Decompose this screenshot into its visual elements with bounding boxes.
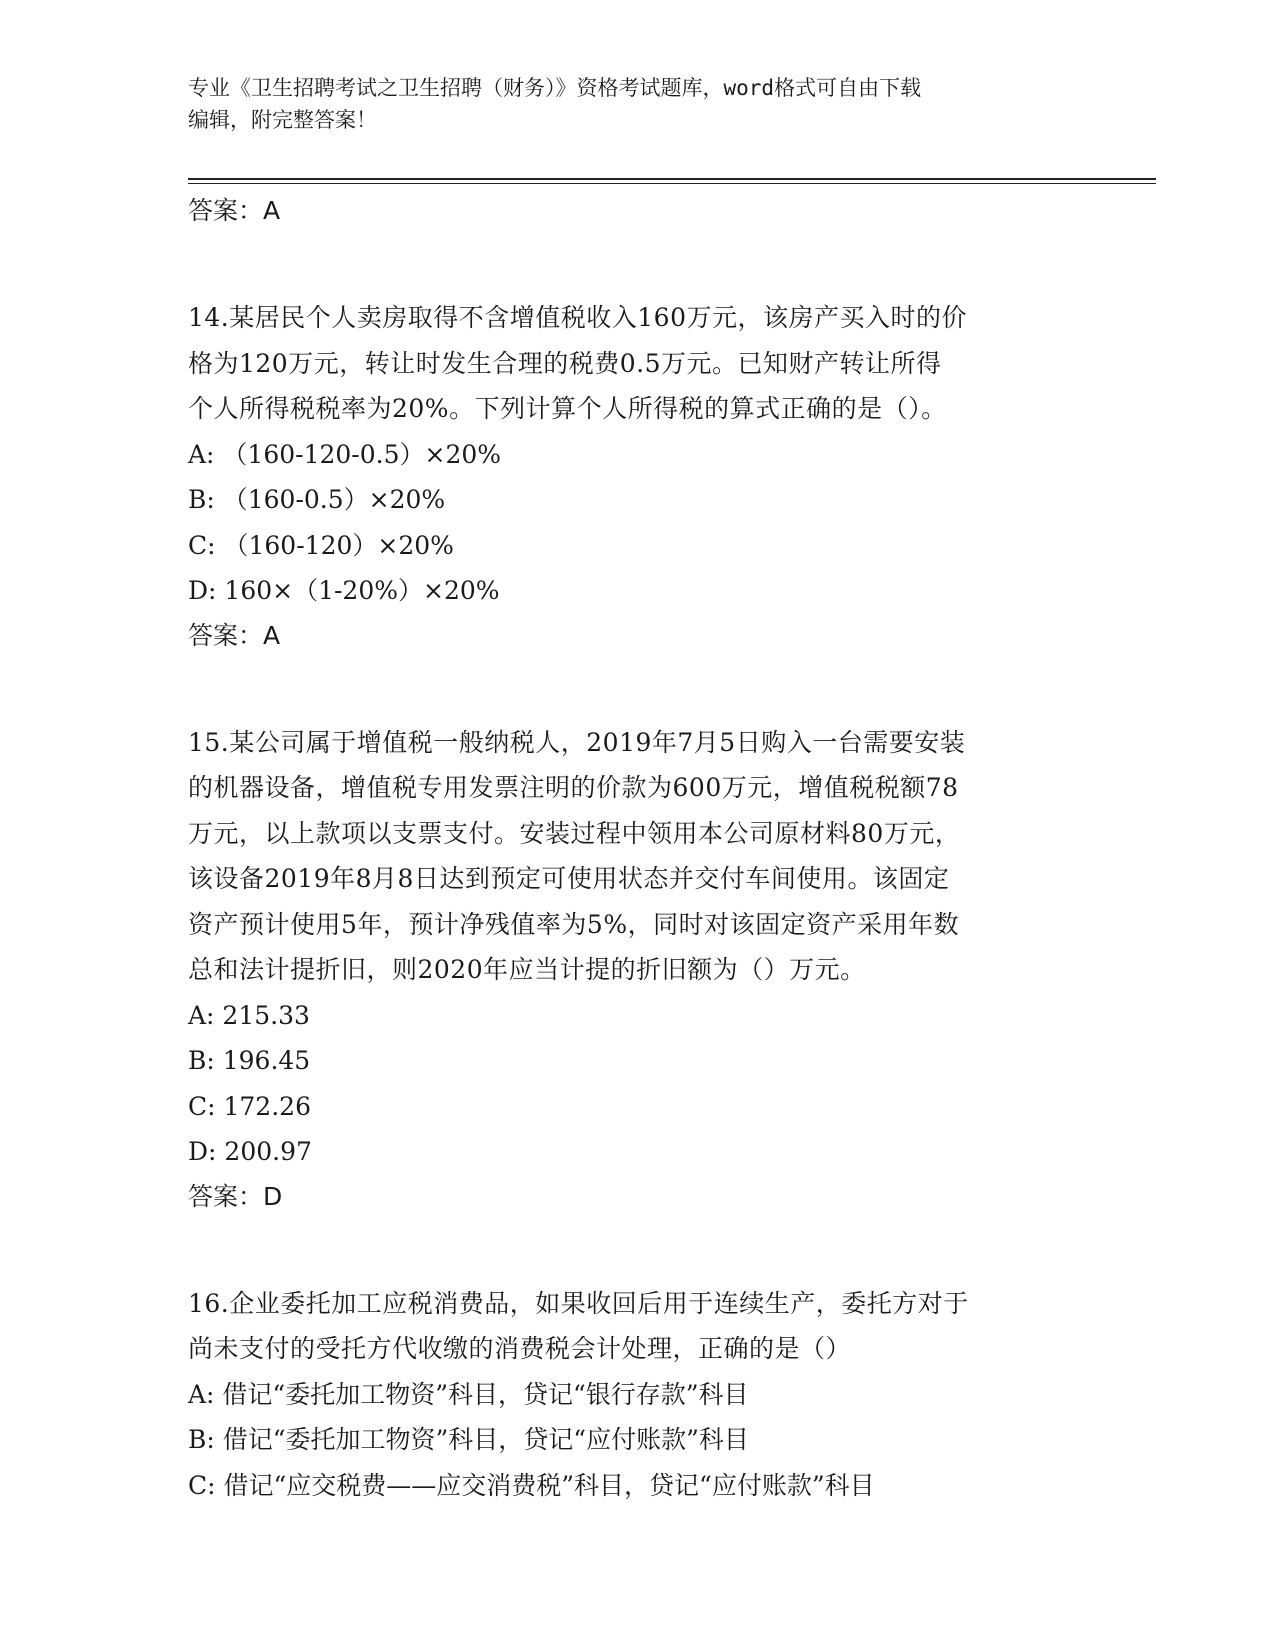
option-d: D: 200.97 xyxy=(188,1137,312,1166)
option-b: B: （160-0.5）×20% xyxy=(188,485,446,514)
question-text-line: 16.企业委托加工应税消费品，如果收回后用于连续生产，委托方对于 xyxy=(188,1288,969,1318)
question-text-line: 个人所得税税率为20%。下列计算个人所得税的算式正确的是（）。 xyxy=(188,394,947,423)
question-text-line: 尚未支付的受托方代收缴的消费税会计处理，正确的是（） xyxy=(188,1334,852,1363)
option-d: D: 160×（1-20%）×20% xyxy=(188,576,500,605)
answer-line: 答案：A xyxy=(188,620,281,650)
question-text-line: 万元，以上款项以支票支付。安装过程中领用本公司原材料80万元， xyxy=(188,818,961,848)
question-text-line: 的机器设备，增值税专用发票注明的价款为600万元，增值税税额78 xyxy=(188,773,959,802)
option-c: C: 借记“应交税费——应交消费税”科目，贷记“应付账款”科目 xyxy=(188,1470,875,1500)
answer-line: 答案：D xyxy=(188,1181,283,1211)
question-text-line: 总和法计提折旧，则2020年应当计提的折旧额为（）万元。 xyxy=(188,955,866,984)
question-text-line: 格为120万元，转让时发生合理的税费0.5万元。已知财产转让所得 xyxy=(188,348,942,378)
header-rule xyxy=(188,178,1156,180)
spacer xyxy=(188,658,1088,720)
option-c: C: （160-120）×20% xyxy=(188,530,454,560)
question-15 xyxy=(188,720,1088,1219)
option-a: A: （160-120-0.5）×20% xyxy=(188,439,502,469)
question-16 xyxy=(188,1281,1088,1509)
option-a: A: 215.33 xyxy=(188,1000,310,1030)
header-line: 编辑，附完整答案！ xyxy=(188,108,377,132)
header-rule xyxy=(188,183,1156,184)
question-text-line: 15.某公司属于增值税一般纳税人，2019年7月5日购入一台需要安装 xyxy=(188,727,966,757)
answer-line: 答案：A xyxy=(188,196,281,225)
option-c: C: 172.26 xyxy=(188,1091,311,1121)
question-text-line: 14.某居民个人卖房取得不含增值税收入160万元，该房产买入时的价 xyxy=(188,303,967,332)
option-b: B: 196.45 xyxy=(188,1046,311,1075)
question-text-line: 资产预计使用5年，预计净残值率为5%，同时对该固定资产采用年数 xyxy=(188,909,960,939)
question-list xyxy=(188,189,1088,1508)
spacer xyxy=(188,233,1088,295)
question-14 xyxy=(188,295,1088,658)
option-b: B: 借记“委托加工物资”科目，贷记“应付账款”科目 xyxy=(188,1425,749,1454)
header-line: 专业《卫生招聘考试之卫生招聘（财务）》资格考试题库，word格式可自由下载 xyxy=(188,76,922,100)
spacer xyxy=(188,1219,1088,1281)
page-header xyxy=(188,72,1068,136)
question-text-line: 该设备2019年8月8日达到预定可使用状态并交付车间使用。该固定 xyxy=(188,864,950,893)
option-a: A: 借记“委托加工物资”科目，贷记“银行存款”科目 xyxy=(188,1379,749,1409)
